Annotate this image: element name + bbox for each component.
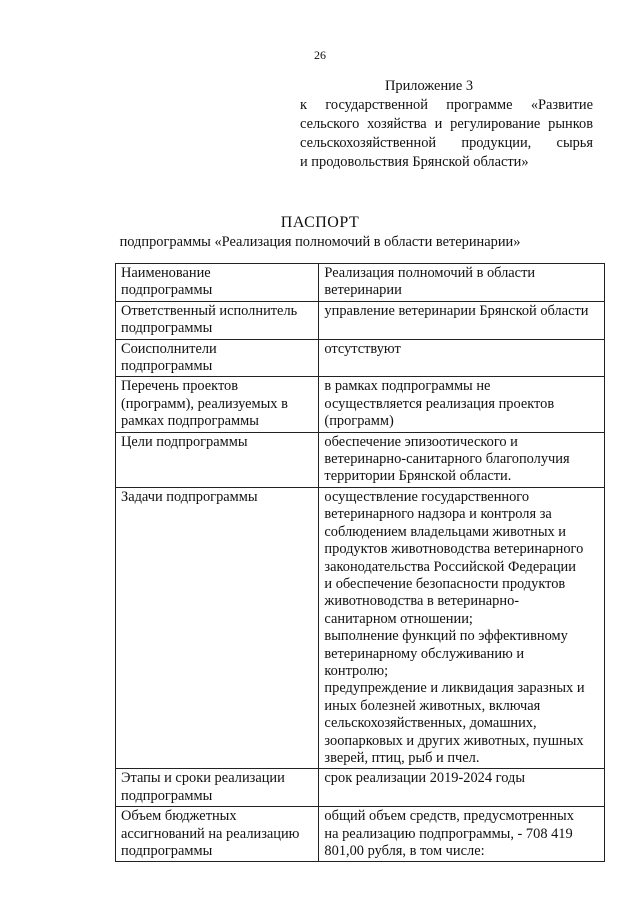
passport-subtitle: подпрограммы «Реализация полномочий в области ветеринарии» (119, 234, 521, 250)
cell-text-line: в рамках подпрограммы не (324, 378, 491, 395)
cell-text-line: законодательства Российской Федерации (324, 558, 576, 575)
cell-text-line: сельскохозяйственных, домашних, (324, 715, 537, 732)
cell-text-line: ветеринарно-санитарного благополучия (324, 451, 570, 468)
cell-text-line: продуктов животноводства ветеринарного (324, 541, 584, 558)
cell-text-line: 801,00 рубля, в том числе: (324, 843, 485, 859)
cell-text-line: Цели подпрограммы (121, 433, 248, 450)
table-row (116, 769, 605, 807)
cell-text-line: иных болезней животных, включая (324, 697, 541, 714)
cell-text-line: зверей, птиц, рыб и пчел. (324, 749, 480, 766)
cell-text-line: Соисполнители (121, 340, 217, 357)
cell-text-line: Объем бюджетных (121, 808, 237, 825)
appendix-block (300, 77, 593, 172)
cell-text-line: управление ветеринарии Брянской области (324, 302, 589, 319)
cell-text-line: отсутствуют (324, 340, 401, 357)
page-number: 26 (314, 48, 326, 62)
table-row (116, 432, 605, 487)
cell-text-line: Задачи подпрограммы (121, 488, 258, 505)
cell-text-line: осуществление государственного (324, 488, 530, 505)
cell-text-line: Реализация полномочий в области (324, 265, 536, 281)
table-row (116, 339, 605, 377)
row-value-cell (319, 807, 605, 862)
appendix-title: Приложение 3 (385, 78, 474, 94)
row-value-cell (319, 377, 605, 432)
row-value-cell (319, 769, 605, 807)
table-row (116, 301, 605, 339)
cell-text-line: рамках подпрограммы (121, 413, 259, 430)
cell-text-line: ветеринарному обслуживанию и (324, 645, 525, 662)
passport-title: ПАСПОРТ (280, 214, 360, 231)
cell-text-line: подпрограммы (121, 282, 213, 299)
table-row (116, 264, 605, 302)
cell-text-line: территории Брянской области. (324, 468, 512, 485)
cell-text-line: предупреждение и ликвидация заразных и (324, 680, 585, 697)
cell-text-line: Наименование (121, 265, 211, 281)
passport-table-body (116, 264, 605, 862)
appendix-line: и продовольствия Брянской области» (300, 154, 529, 170)
cell-text-line: осуществляется реализация проектов (324, 395, 555, 412)
cell-text-line: соблюдением владельцами животных и (324, 523, 566, 540)
cell-text-line: Этапы и сроки реализации (121, 770, 285, 787)
row-label-cell (116, 487, 319, 769)
cell-text-line: выполнение функций по эффективному (324, 628, 568, 645)
cell-text-line: ветеринарии (324, 282, 402, 299)
appendix-line: сельского хозяйства и регулирование рынков (300, 116, 593, 132)
cell-text-line: на реализацию подпрограммы, - 708 419 (324, 825, 573, 842)
cell-text-line: подпрограммы (121, 787, 213, 804)
cell-text-line: Перечень проектов (121, 378, 239, 395)
row-label-cell (116, 769, 319, 807)
row-value-cell (319, 487, 605, 769)
row-value-cell (319, 432, 605, 487)
cell-text-line: зоопарковых и других животных, пушных (324, 732, 584, 749)
row-label-cell (116, 807, 319, 862)
row-label-cell (116, 301, 319, 339)
cell-text-line: животноводства в ветеринарно- (324, 593, 520, 610)
cell-text-line: контролю; (324, 662, 389, 679)
table-row (116, 377, 605, 432)
cell-text-line: и обеспечение безопасности продуктов (324, 575, 566, 592)
cell-text-line: срок реализации 2019-2024 годы (324, 770, 525, 787)
cell-text-line: ассигнований на реализацию (121, 825, 300, 842)
cell-text-line: ветеринарного надзора и контроля за (324, 506, 552, 523)
row-value-cell (319, 339, 605, 377)
row-value-cell (319, 301, 605, 339)
cell-text-line: санитарном отношении; (324, 610, 473, 627)
table-row (116, 807, 605, 862)
cell-text-line: (программ), реализуемых в (121, 395, 288, 412)
cell-text-line: общий объем средств, предусмотренных (324, 808, 574, 825)
cell-text-line: подпрограммы (121, 843, 213, 859)
row-value-cell (319, 264, 605, 302)
row-label-cell (116, 339, 319, 377)
table-row (116, 487, 605, 769)
row-label-cell (116, 377, 319, 432)
passport-table (115, 263, 605, 862)
appendix-line: к государственной программе «Развитие (300, 97, 593, 113)
cell-text-line: обеспечение эпизоотического и (324, 433, 518, 450)
cell-text-line: подпрограммы (121, 320, 213, 337)
row-label-cell (116, 432, 319, 487)
cell-text-line: подпрограммы (121, 358, 213, 375)
row-label-cell (116, 264, 319, 302)
appendix-line: сельскохозяйственной продукции, сырья (300, 135, 593, 151)
cell-text-line: Ответственный исполнитель (121, 302, 298, 319)
cell-text-line: (программ) (324, 413, 394, 430)
